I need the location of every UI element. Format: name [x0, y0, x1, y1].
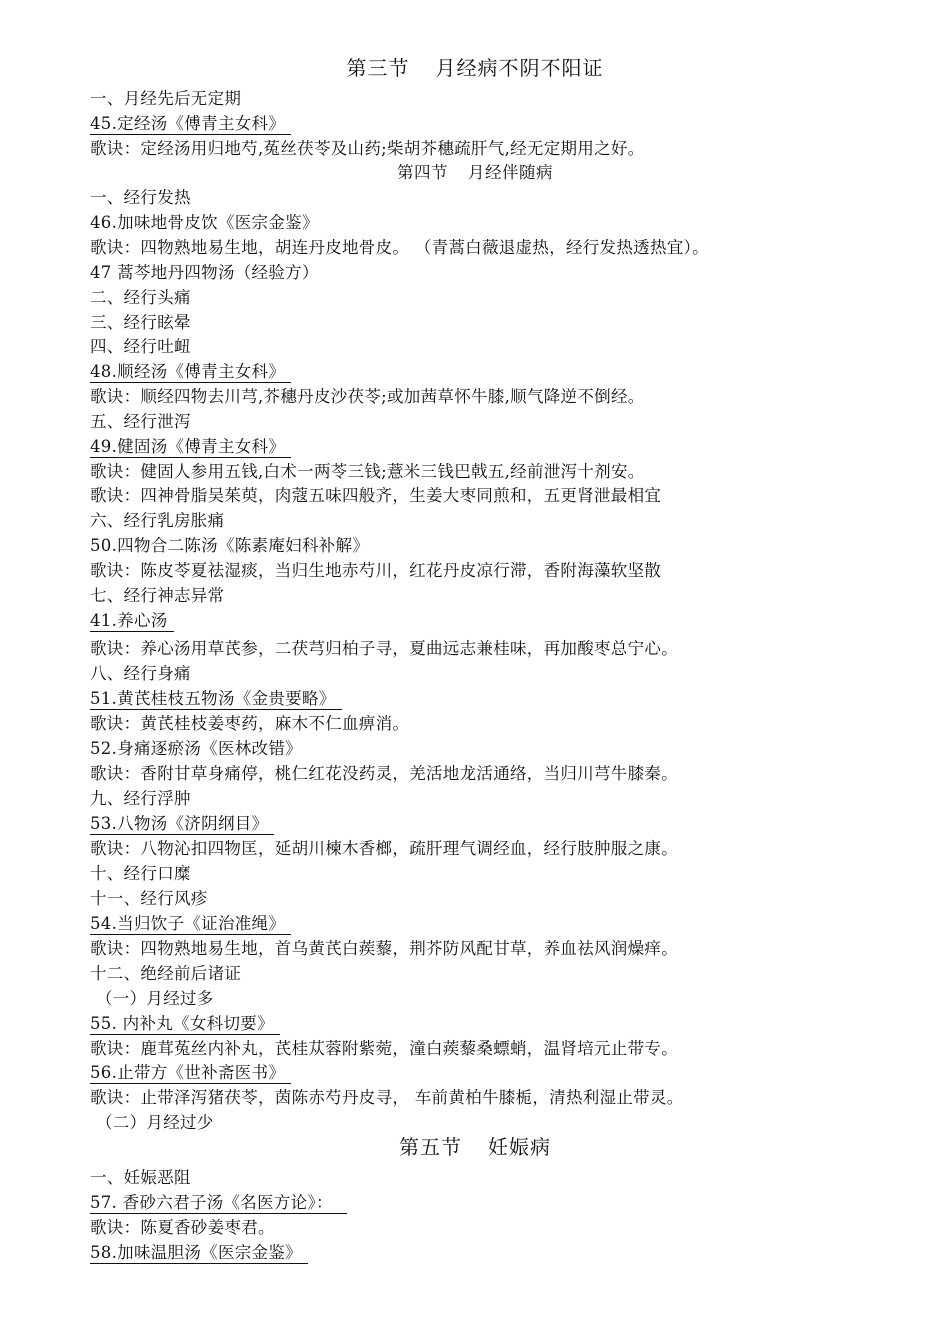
- verse: 歌诀：四物熟地易生地，胡连丹皮地骨皮。 （青蒿白薇退虚热，经行发热透热宜）。: [90, 238, 709, 257]
- formula-title: 47 蒿芩地丹四物汤（经验方）: [90, 263, 319, 282]
- subheading: 十一、经行风疹: [90, 889, 208, 908]
- subheading: 九、经行浮肿: [90, 789, 191, 808]
- verse: 歌诀：香附甘草身痛停，桃仁红花没药灵，羌活地龙活通络，当归川芎牛膝秦。: [90, 764, 678, 783]
- subheading: 一、月经先后无定期: [90, 89, 242, 108]
- formula-title: 46.加味地骨皮饮《医宗金鉴》: [90, 213, 319, 232]
- subheading: 四、经行吐衄: [90, 337, 191, 356]
- formula-title: 57. 香砂六君子汤《名医方论》：: [90, 1193, 347, 1214]
- subheading: 八、经行身痛: [90, 664, 191, 683]
- subheading: 二、经行头痛: [90, 288, 191, 307]
- verse: 歌诀：止带泽泻猪茯苓，茵陈赤芍丹皮寻， 车前黄柏牛膝栀，清热利湿止带灵。: [90, 1088, 684, 1107]
- formula-title: 54.当归饮子《证治准绳》: [90, 914, 291, 935]
- verse: 歌诀：顺经四物去川芎,芥穗丹皮沙茯苓;或加茜草怀牛膝,顺气降逆不倒经。: [90, 387, 645, 406]
- subheading: 七、经行神志异常: [90, 586, 225, 605]
- formula-title: 48.顺经汤《傅青主女科》: [90, 362, 291, 383]
- formula-title: 56.止带方《世补斋医书》: [90, 1063, 291, 1084]
- subheading: 三、经行眩晕: [90, 313, 191, 332]
- subheading: （一）月经过多: [96, 989, 214, 1008]
- subheading: 六、经行乳房胀痛: [90, 511, 225, 530]
- formula-title: 53.八物汤《济阴纲目》: [90, 814, 274, 835]
- formula-title: 52.身痛逐瘀汤《医林改错》: [90, 739, 302, 758]
- verse: 歌诀：陈皮苓夏祛湿痰，当归生地赤芍川，红花丹皮凉行滞，香附海藻软坚散: [90, 561, 662, 580]
- formula-title: 51.黄芪桂枝五物汤《金贵要略》: [90, 689, 342, 710]
- subheading: 一、妊娠恶阻: [90, 1168, 191, 1187]
- section-5-heading: [0, 1134, 950, 1160]
- formula-title: 49.健固汤《傅青主女科》: [90, 437, 291, 458]
- formula-title: 45.定经汤《傅青主女科》: [90, 114, 291, 135]
- formula-title: 55. 内补丸《女科切要》: [90, 1014, 280, 1035]
- section-5-title: 妊娠病: [488, 1135, 551, 1159]
- section-4-title: 月经伴随病: [468, 163, 553, 182]
- formula-title: 50.四物合二陈汤《陈素庵妇科补解》: [90, 536, 370, 555]
- section-3-number: 第三节: [346, 56, 410, 80]
- section-4-heading: [0, 162, 950, 184]
- subheading: 十、经行口糜: [90, 864, 191, 883]
- verse: 歌诀：黄芪桂枝姜枣药，麻木不仁血痹消。: [90, 714, 410, 733]
- verse: 歌诀：鹿茸菟丝内补丸，芪桂苁蓉附紫菀，潼白蒺藜桑螵蛸，温肾培元止带专。: [90, 1039, 678, 1058]
- section-5-number: 第五节: [399, 1135, 462, 1159]
- verse: 歌诀：四物熟地易生地，首乌黄芪白蒺藜，荆芥防风配甘草，养血祛风润燥痒。: [90, 939, 678, 958]
- verse: 歌诀：八物沁扣四物匡，延胡川楝木香榔，疏肝理气调经血，经行肢肿服之康。: [90, 839, 678, 858]
- verse: 歌诀：健固人参用五钱,白术一两苓三钱;薏米三钱巴戟五,经前泄泻十剂安。: [90, 462, 645, 481]
- section-4-number: 第四节: [397, 163, 448, 182]
- subheading: （二）月经过少: [96, 1113, 214, 1132]
- section-3-heading: [0, 55, 950, 81]
- subheading: 五、经行泄泻: [90, 412, 191, 431]
- verse: 歌诀：四神骨脂吴茱萸，肉蔻五味四般齐，生姜大枣同煎和，五更肾泄最相宜: [90, 486, 662, 505]
- verse: 歌诀：陈夏香砂姜枣君。: [90, 1218, 275, 1237]
- subheading: 十二、绝经前后诸证: [90, 964, 242, 983]
- subheading: 一、经行发热: [90, 188, 191, 207]
- formula-title: 41.养心汤: [90, 611, 174, 632]
- section-3-title: 月经病不阴不阳证: [435, 56, 604, 80]
- verse: 歌诀：养心汤用草芪参，二茯芎归柏子寻，夏曲远志兼桂味，再加酸枣总宁心。: [90, 639, 678, 658]
- formula-title: 58.加味温胆汤《医宗金鉴》: [90, 1243, 308, 1264]
- verse: 歌诀：定经汤用归地芍,菟丝茯苓及山药;柴胡芥穗疏肝气,经无定期用之好。: [90, 139, 645, 158]
